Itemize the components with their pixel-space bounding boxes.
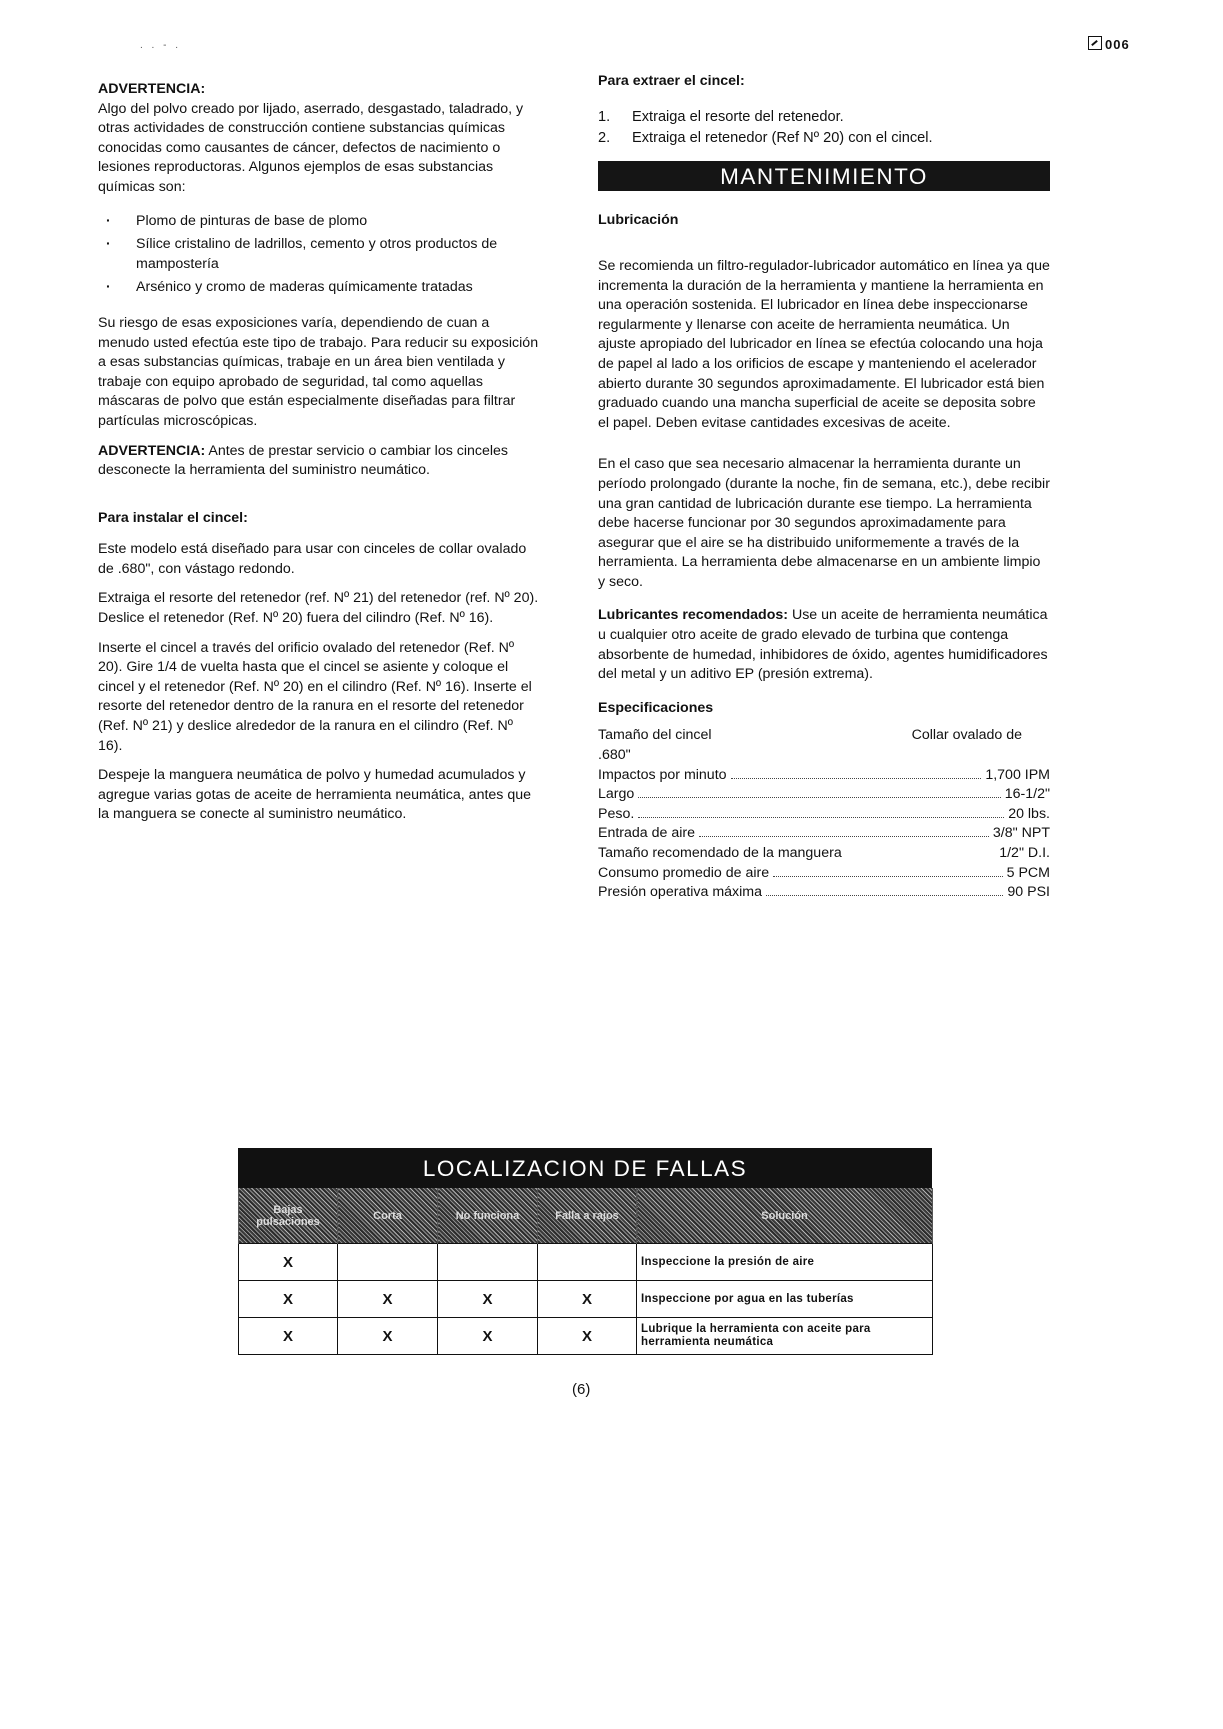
spec-value: 1,700 IPM bbox=[985, 766, 1050, 783]
install-title: Para instalar el cincel: bbox=[98, 509, 248, 526]
chemical-list bbox=[98, 212, 540, 298]
table-cell: X bbox=[438, 1318, 538, 1355]
lubrication-paragraph: Se recomienda un filtro-regulador-lubricador automático en línea ya que incrementa la duración de la herramienta y mantiene la herramienta en una operación sostenida. El lubricador en línea debe inspeccionarse regularmente y llenarse con aceite de herramienta neumática. Un ajuste apropiado del lubricador en línea se efectúa colocando una hoja de papel al lado a los orificios de escape y manteniendo el acelerador abierto durante 30 segundos aproximadamente. El lubricador está bien graduado cuando una mancha superficial de aceite se deposita sobre el papel. Deben evitase cantidades excesivas de aceite. bbox=[598, 257, 1050, 431]
spec-label: Consumo promedio de aire bbox=[598, 864, 770, 881]
spec-leader bbox=[699, 836, 989, 837]
lubricants-title: Lubricantes recomendados: bbox=[598, 607, 789, 624]
table-cell bbox=[438, 1244, 538, 1281]
extract-step bbox=[598, 108, 1050, 128]
table-row bbox=[239, 1318, 933, 1355]
table-cell: X bbox=[239, 1244, 338, 1281]
lubricants-paragraph bbox=[598, 606, 1050, 684]
spec-value: 20 lbs. bbox=[1008, 805, 1050, 822]
extract-step bbox=[598, 129, 1050, 149]
storage-paragraph: En el caso que sea necesario almacenar la herramienta durante un período prolongado (durante la noche, fin de semana, etc.), debe recibir una gran cantidad de lubricación durante ese tiempo. La herramienta debe hacerse funcionar por 30 segundos aproximadamente para asegurar que el aire se ha distribuido uniformemente a través de la herramienta. La herramienta debe almacenarse en un ambiente limpio y seco. bbox=[598, 456, 1050, 590]
spec-label: Entrada de aire bbox=[598, 825, 696, 842]
spec-label: Tamaño recomendado de la manguera bbox=[598, 845, 842, 861]
warning-text: Algo del polvo creado por lijado, aserrado, desgastado, taladrado, y otras actividades de construcción contiene substancias químicas conocidas como causantes de cáncer, defectos de nacimiento o lesiones reproductoras. Algunos ejemplos de esas substancias químicas son: bbox=[98, 100, 524, 195]
spec-row bbox=[598, 766, 1050, 786]
service-warning bbox=[98, 442, 540, 481]
table-cell: X bbox=[338, 1318, 438, 1355]
maintenance-band: MANTENIMIENTO bbox=[598, 161, 1050, 192]
spec-chisel bbox=[598, 726, 1050, 746]
spec-value: 5 PCM bbox=[1006, 864, 1050, 881]
troubleshooting-band: LOCALIZACION DE FALLAS bbox=[238, 1148, 932, 1188]
spec-row bbox=[598, 864, 1050, 884]
spec-row bbox=[598, 824, 1050, 844]
lubrication-title: Lubricación bbox=[598, 212, 679, 229]
table-cell: X bbox=[239, 1318, 338, 1355]
spec-value: 3/8" NPT bbox=[992, 825, 1050, 842]
warning-title: ADVERTENCIA: bbox=[98, 81, 206, 97]
spec-label: Impactos por minuto bbox=[598, 766, 727, 783]
fax-page-number: 006 bbox=[1105, 37, 1130, 52]
column-header: Falla a rajos bbox=[538, 1188, 637, 1244]
table-cell bbox=[538, 1244, 637, 1281]
install-paragraph: Este modelo está diseñado para usar con cinceles de collar ovalado de .680", con vástago redondo. bbox=[98, 541, 527, 577]
install-paragraph: Extraiga el resorte del retenedor (ref. Nº 21) del retenedor (ref. Nº 20). Deslice el retenedor (Ref. Nº 20) fuera del cilindro (Ref. Nº 16). bbox=[98, 590, 539, 627]
left-column bbox=[98, 80, 540, 835]
column-header: No funciona bbox=[438, 1188, 538, 1244]
remedy-cell: Inspeccione por agua en las tuberías bbox=[637, 1281, 933, 1318]
risk-paragraph: Su riesgo de esas exposiciones varía, dependiendo de cuan a menudo usted efectúa este tipo de trabajo. Para reducir su exposición a esas substancias químicas, trabaje en un área bien ventilada y trabaje con equipo aprobado de seguridad, tal como aquellas máscaras de polvo que están especialmente diseñadas para filtrar partículas microscópicas. bbox=[98, 314, 539, 429]
service-warning-text: Antes de prestar servicio o cambiar los cinceles desconecte la herramienta del suministro neumático. bbox=[98, 442, 509, 479]
lubricants-text: Use un aceite de herramienta neumática u cualquier otro aceite de grado elevado de turbina que contenga absorbente de humedad, inhibidores de óxido, agentes humidificadores del metal y un aditivo EP (presión extrema). bbox=[598, 607, 1048, 683]
table-header-row bbox=[239, 1188, 933, 1244]
spec-label: Largo bbox=[598, 786, 635, 803]
spec-leader bbox=[638, 797, 1000, 798]
spec-row bbox=[598, 883, 1050, 903]
spec-row bbox=[598, 785, 1050, 805]
fax-icon bbox=[1088, 36, 1102, 50]
step-number: 2. bbox=[598, 130, 611, 147]
column-header: Corta bbox=[338, 1188, 438, 1244]
extract-steps bbox=[598, 108, 1050, 149]
table-row bbox=[239, 1244, 933, 1281]
table-cell: X bbox=[538, 1281, 637, 1318]
fax-page-mark bbox=[1088, 36, 1130, 52]
spec-leader bbox=[638, 817, 1004, 818]
spec-value: 1/2" D.I. bbox=[999, 845, 1050, 861]
spec-chisel-value: .680" bbox=[598, 747, 631, 764]
spec-leader bbox=[766, 895, 1003, 896]
remedy-cell: Inspeccione la presión de aire bbox=[637, 1244, 933, 1281]
specs-list bbox=[598, 726, 1050, 902]
chemical-item: · Plomo de pinturas de base de plomo bbox=[98, 212, 540, 232]
table-cell bbox=[338, 1244, 438, 1281]
step-number: 1. bbox=[598, 108, 611, 125]
spec-value: 90 PSI bbox=[1007, 884, 1050, 901]
spec-label: Peso. bbox=[598, 805, 635, 822]
extract-title: Para extraer el cincel: bbox=[598, 73, 745, 89]
spec-value: 16-1/2" bbox=[1004, 786, 1050, 803]
chemical-item: · Arsénico y cromo de maderas químicamente tratadas bbox=[98, 278, 540, 298]
spec-leader bbox=[773, 876, 1003, 877]
specs-title: Especificaciones bbox=[598, 699, 714, 716]
spec-value: Collar ovalado de bbox=[911, 727, 1022, 744]
chemical-item: · Sílice cristalino de ladrillos, cemento y otros productos de mampostería bbox=[98, 235, 540, 274]
install-paragraph: Inserte el cincel a través del orificio ovalado del retenedor (Ref. Nº 20). Gire 1/4 de vuelta hasta que el cincel se asiente y coloque el cincel y el retenedor (Ref. Nº 20) en el cilindro (Ref. Nº 16). Inserte el resorte del retenedor dentro de la ranura en el resorte del retenedor (Ref. Nº 21) y deslice alrededor de la ranura en el cilindro (Ref. Nº 16). bbox=[98, 639, 532, 754]
right-column bbox=[598, 72, 1050, 903]
table-cell: X bbox=[239, 1281, 338, 1318]
spec-row bbox=[598, 844, 1050, 864]
troubleshooting-section bbox=[238, 1148, 932, 1355]
step-text: Extraiga el retenedor (Ref Nº 20) con el cincel. bbox=[632, 130, 933, 147]
column-header: Bajas pulsaciones bbox=[239, 1188, 338, 1244]
table-cell: X bbox=[438, 1281, 538, 1318]
table-cell: X bbox=[538, 1318, 637, 1355]
column-header: Solución bbox=[637, 1188, 933, 1244]
spec-label: Tamaño del cincel bbox=[598, 727, 712, 744]
troubleshooting-table bbox=[238, 1188, 933, 1355]
spec-leader bbox=[731, 778, 982, 779]
remedy-cell: Lubrique la herramienta con aceite para herramienta neumática bbox=[637, 1318, 933, 1355]
page-number: (6) bbox=[572, 1381, 591, 1398]
install-paragraph: Despeje la manguera neumática de polvo y humedad acumulados y agregue varias gotas de aceite de herramienta neumática, antes que la manguera se conecte al suministro neumático. bbox=[98, 767, 531, 823]
step-text: Extraiga el resorte del retenedor. bbox=[632, 108, 844, 125]
spec-row bbox=[598, 805, 1050, 825]
scan-speck: . . - . bbox=[140, 40, 181, 51]
spec-label: Presión operativa máxima bbox=[598, 884, 763, 901]
table-row bbox=[239, 1281, 933, 1318]
service-warning-title: ADVERTENCIA: bbox=[98, 442, 206, 459]
table-cell: X bbox=[338, 1281, 438, 1318]
